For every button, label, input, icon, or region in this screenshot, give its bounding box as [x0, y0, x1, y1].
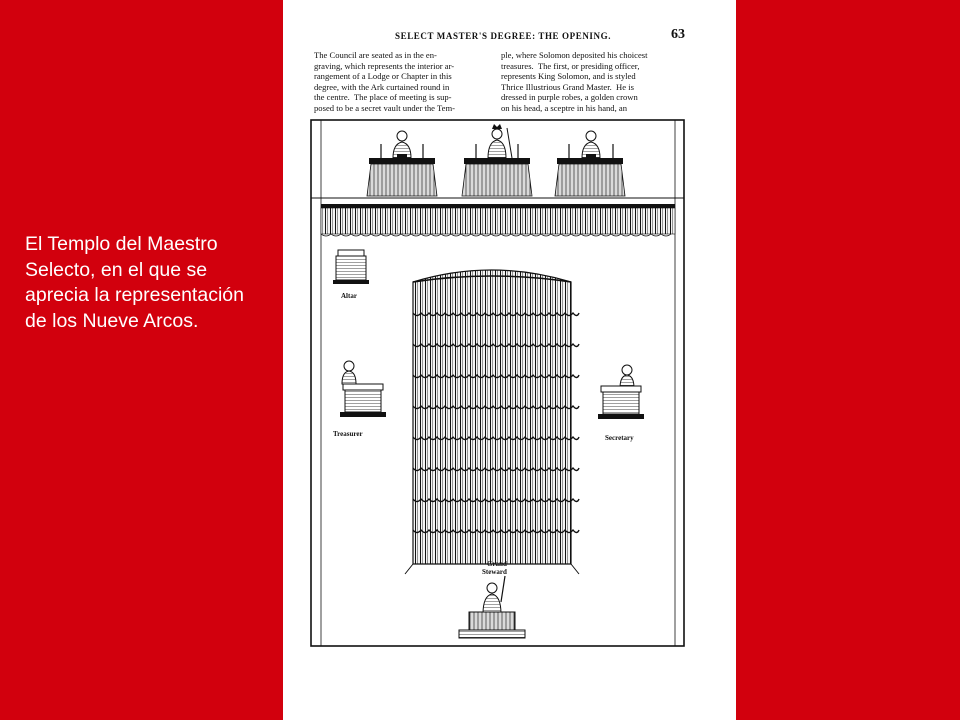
slide-caption: El Templo del Maestro Selecto, en el que se aprecia la representación de los Nueve Arcos.: [25, 233, 244, 332]
right-text-column: ple, where Solomon deposited his choicest treasures. The first, or presiding officer, represents King Solomon, and is styled Thrice Illustrious Grand Master. He is dressed in purple robes, a golden crown on his head, a sceptre in his hand, an: [501, 50, 648, 113]
label-steward: Steward: [482, 568, 507, 576]
ark-nine-arches: [405, 270, 579, 574]
scanned-book-page: [283, 0, 736, 720]
label-grand: Grand: [487, 560, 507, 568]
body-text: [314, 50, 689, 116]
page-header: [283, 0, 736, 45]
altar-drawing: [333, 250, 369, 284]
running-title: SELECT MASTER'S DEGREE: THE OPENING.: [395, 31, 612, 41]
curtain-band: [321, 204, 675, 236]
label-secretary: Secretary: [605, 434, 634, 442]
label-altar: Altar: [341, 292, 357, 300]
left-text-column: The Council are seated as in the en- graving, which represents the interior ar- rangement of a Lodge or Chapter in this degree, with the Ark curtained round in the centre. The place of meeting is sup- posed to be a secret vault under the Tem-: [314, 50, 455, 113]
label-treasurer: Treasurer: [333, 430, 363, 438]
page-number: 63: [671, 27, 685, 42]
